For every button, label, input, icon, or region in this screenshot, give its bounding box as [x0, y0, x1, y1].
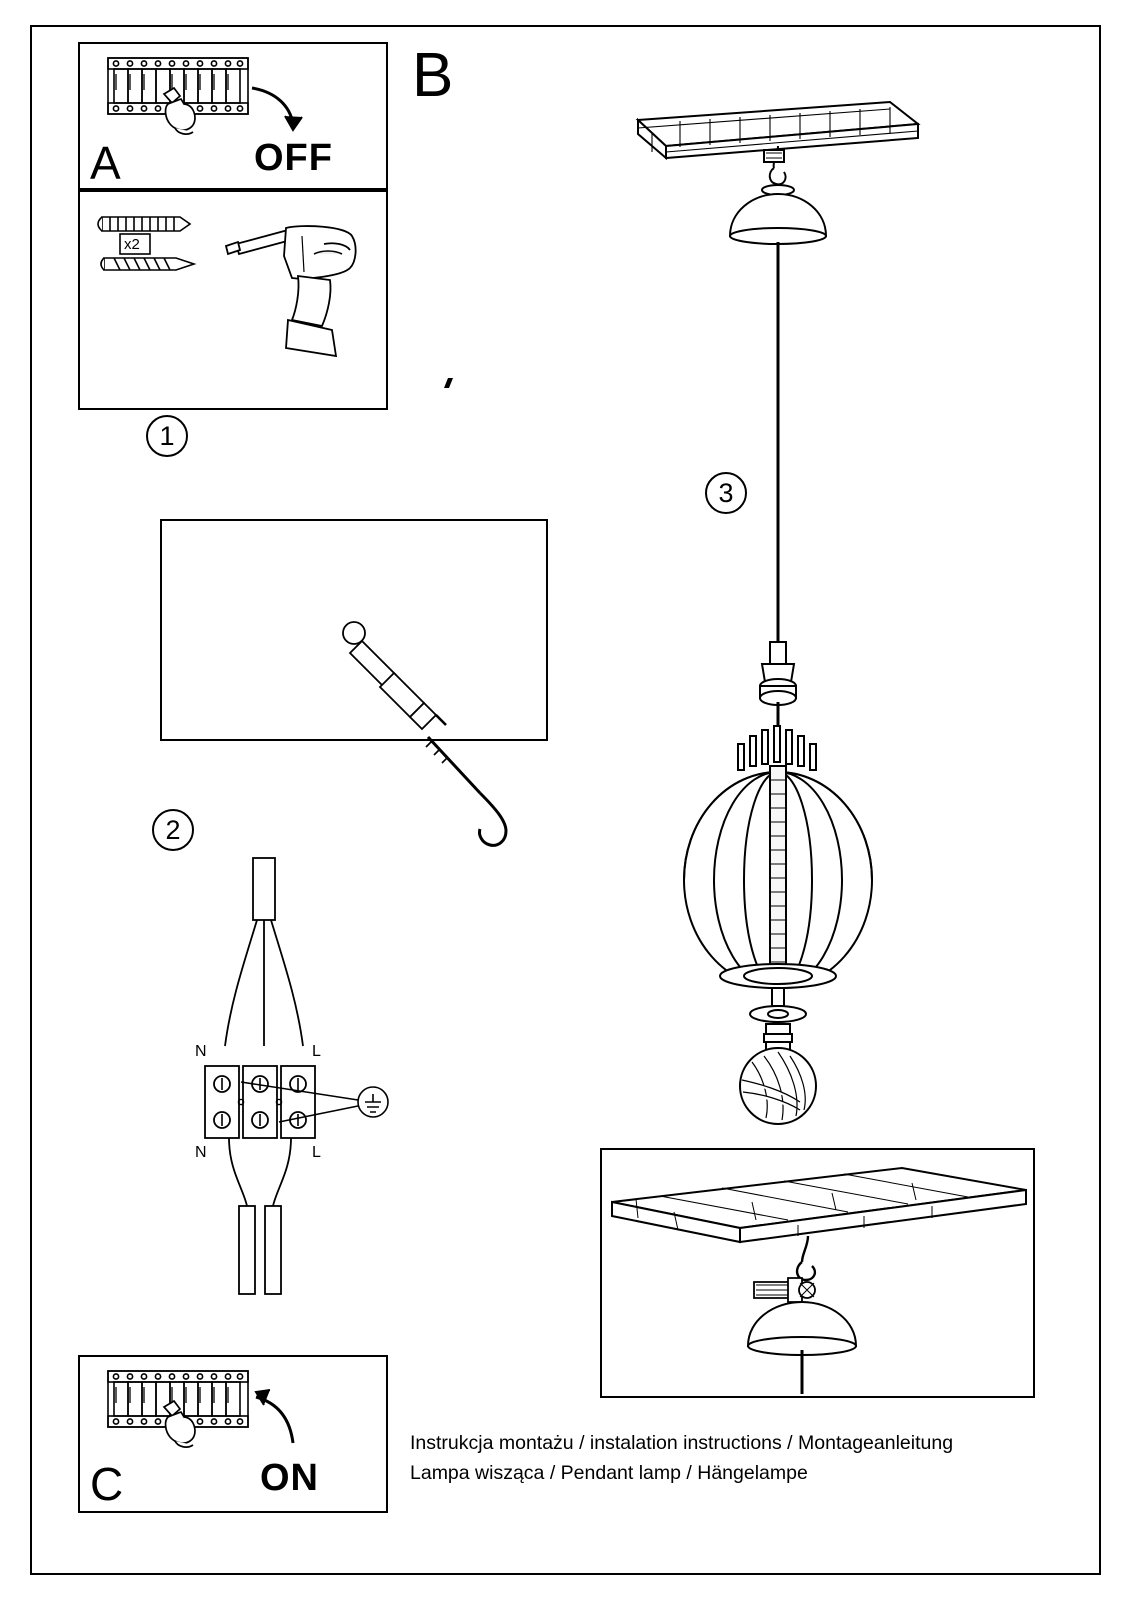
arrow-down-curved — [252, 88, 302, 130]
canopy-cone-icon — [748, 1302, 856, 1355]
quantity-text: x2 — [124, 236, 140, 253]
step-2-number — [152, 809, 194, 851]
canopy-cone-icon — [730, 185, 826, 244]
light-bulb-icon — [740, 1024, 816, 1124]
panel-c-action-label: ON — [260, 1457, 319, 1499]
panel-tools — [78, 190, 388, 410]
step-2-label: 2 — [165, 814, 181, 845]
step-1-label: 1 — [159, 420, 175, 451]
caption-line-1: Instrukcja montażu / instalation instructions / Montageanleitung — [410, 1432, 954, 1454]
tools-illustration — [80, 192, 386, 408]
ceiling-mount-detail-illustration — [602, 1150, 1033, 1396]
terminal-block-icon — [205, 1066, 315, 1138]
panel-a-action-label: OFF — [254, 137, 333, 179]
ceiling-hook-icon — [797, 1236, 815, 1280]
panel-c — [78, 1355, 388, 1513]
wall-plug-icon — [98, 217, 190, 231]
step-1-number — [146, 415, 188, 457]
panel-b-letter: B — [412, 41, 454, 110]
breaker-on-illustration — [80, 1357, 386, 1511]
hand-pointing-icon — [164, 88, 195, 134]
screw-icon — [101, 258, 194, 270]
terminal-label-l-top: L — [312, 1043, 321, 1060]
panel-detail — [600, 1148, 1035, 1398]
panel-hook — [160, 519, 548, 741]
lamp-socket-icon — [760, 642, 796, 705]
screwdriver-icon — [343, 622, 446, 729]
pendant-lamp-assembly — [600, 90, 1020, 1160]
terminal-wiring-diagram — [185, 850, 415, 1320]
ceiling-hook-icon — [764, 146, 786, 184]
terminal-label-l-bottom: L — [312, 1144, 321, 1161]
panel-a-letter: A — [90, 137, 121, 189]
caption-line-2: Lampa wisząca / Pendant lamp / Hängelampe — [410, 1462, 808, 1484]
arrow-up-curved — [256, 1390, 293, 1443]
panel-c-letter: C — [90, 1458, 124, 1510]
hand-pointing-icon — [164, 1401, 195, 1447]
panel-a — [78, 42, 388, 190]
cage-shade-icon — [684, 726, 872, 988]
ceiling-hook-icon — [420, 735, 550, 855]
registration-tick-icon — [440, 372, 464, 392]
screwdriver-illustration — [162, 521, 546, 739]
breaker-off-illustration — [80, 44, 386, 188]
power-drill-icon — [226, 226, 356, 356]
terminal-label-n-bottom: N — [195, 1144, 207, 1161]
step-3-label: 3 — [718, 477, 734, 508]
terminal-label-n-top: N — [195, 1043, 207, 1060]
step-3-number — [705, 472, 747, 514]
